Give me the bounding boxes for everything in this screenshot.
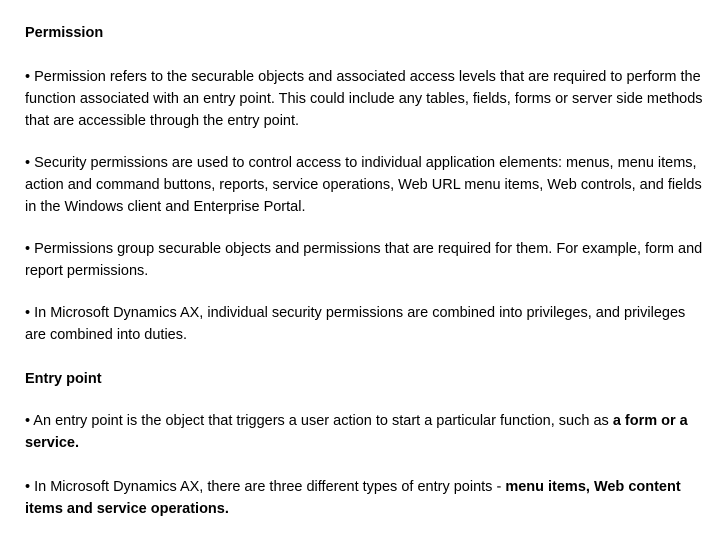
permission-bullet-4: • In Microsoft Dynamics AX, individual security permissions are combined into privileges, and privileges are combined into duties.	[25, 305, 686, 343]
entry-point-bullet-2-text: • In Microsoft Dynamics AX, there are three different types of entry points -	[25, 479, 506, 495]
entry-point-bullet-1-bold: a form or a service.	[25, 413, 688, 451]
permission-heading: Permission	[25, 25, 104, 41]
entry-point-bullet-1-text: • An entry point is the object that triggers a user action to start a particular function, such as	[25, 413, 613, 429]
permission-bullet-1: • Permission refers to the securable objects and associated access levels that are required to perform the function associated with an entry point. This could include any tables, fields, forms or server side methods that are accessible through the entry point.	[25, 69, 703, 129]
entry-point-bullet-2	[25, 476, 705, 520]
entry-point-bullet-2-bold: menu items, Web content items and service operations.	[25, 479, 681, 517]
entry-point-bullet-1	[25, 410, 705, 454]
permission-bullet-3: • Permissions group securable objects and permissions that are required for them. For example, form and report permissions.	[25, 241, 703, 279]
permission-bullet-2: • Security permissions are used to control access to individual application elements: menus, menu items, action and command buttons, reports, service operations, Web URL menu items, Web controls, and fields in the Windows client and Enterprise Portal.	[25, 155, 702, 215]
entry-point-heading: Entry point	[25, 371, 102, 387]
